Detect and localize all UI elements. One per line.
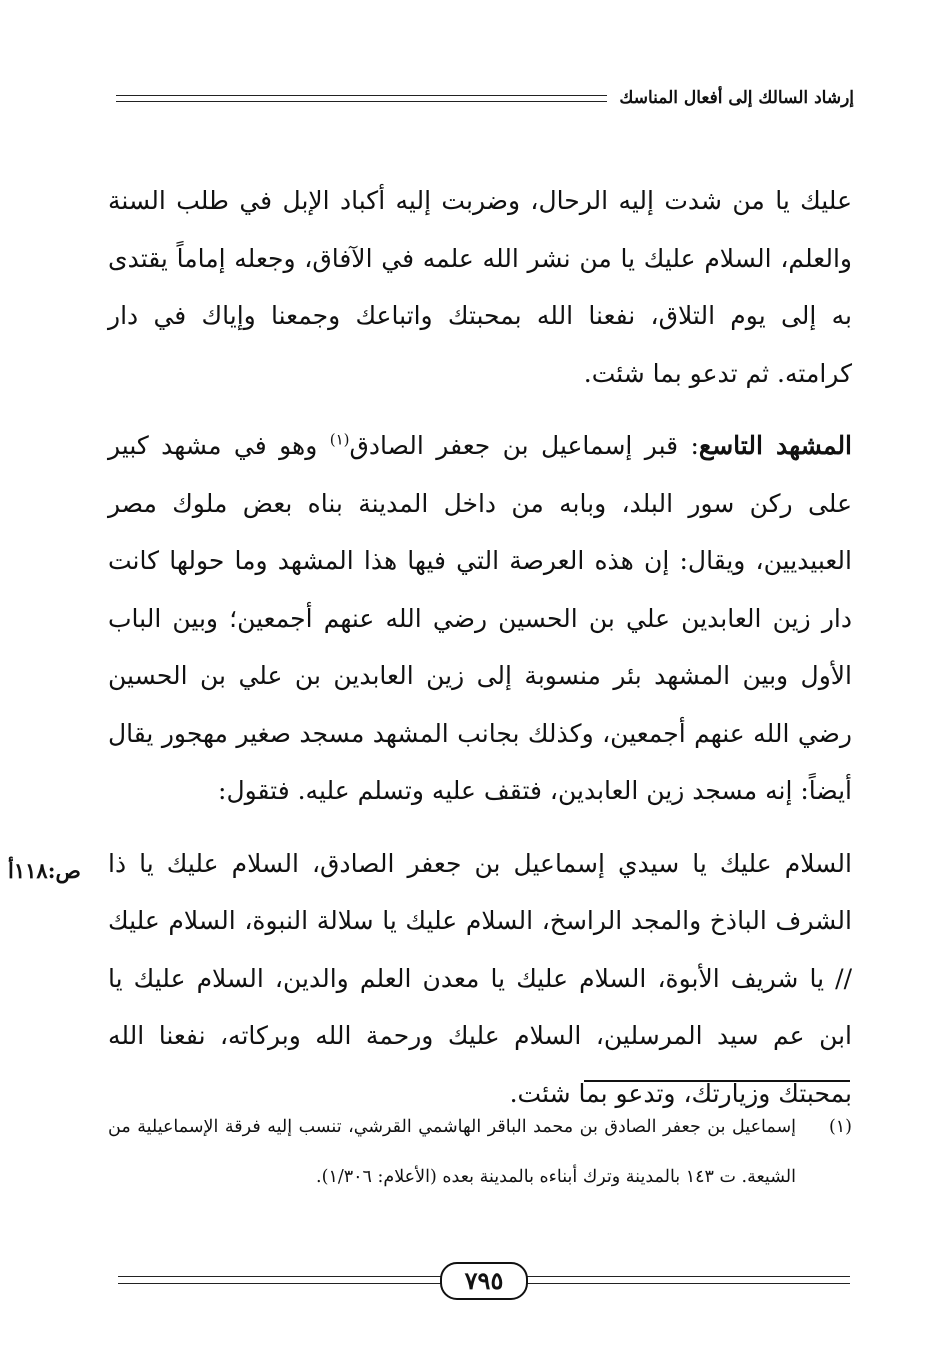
page-number-badge: ٧٩٥ <box>440 1262 528 1300</box>
footnote-1 <box>108 1102 852 1202</box>
paragraph-2 <box>108 417 852 820</box>
header-double-rule <box>116 95 607 102</box>
paragraph-3: السلام عليك يا سيدي إسماعيل بن جعفر الصادق، السلام عليك يا ذا الشرف الباذخ والمجد الراسخ، السلام عليك يا سلالة النبوة، السلام عليك // يا شريف الأبوة، السلام عليك يا معدن العلم والدين، السلام عليك يا ابن عم سيد المرسلين، السلام عليك ورحمة الله وبركاته، نفعنا الله بمحبتك وزيارتك، وتدعو بما شئت. <box>108 848 852 1108</box>
footnotes <box>108 1102 852 1202</box>
footnote-reference[interactable]: (١) <box>329 430 350 449</box>
footnote-separator <box>584 1080 850 1082</box>
section-heading: المشهد التاسع <box>698 431 853 460</box>
footnote-number: (١) <box>828 1117 852 1137</box>
footnote-text: إسماعيل بن جعفر الصادق بن محمد الباقر الهاشمي القرشي، تنسب إليه فرقة الإسماعيلية من الشيعة. ت ١٤٣ بالمدينة وترك أبناءه بالمدينة بعده (الأعلام: ١/٣٠٦). <box>108 1117 796 1187</box>
paragraph-1: عليك يا من شدت إليه الرحال، وضربت إليه أكباد الإبل في طلب السنة والعلم، السلام عليك يا من نشر الله علمه في الآفاق، وجعله إماماً يقتدى به إلى يوم التلاق، نفعنا الله بمحبتك واتباعك وجمعنا وإياك في دار كرامته. ثم تدعو بما شئت. <box>108 186 852 388</box>
paragraph-2-text-b: وهو في مشهد كبير على ركن سور البلد، وبابه من داخل المدينة بناه بعض ملوك مصر العبيديين، ويقال: إن هذه العرصة التي فيها هذا المشهد وما حولها كانت دار زين العابدين علي بن الحسين رضي الله عنهم أجمعين؛ وبين الباب الأول وبين المشهد بئر منسوبة إلى زين العابدين بن علي بن الحسين رضي الله عنهم أجمعين، وكذلك بجانب المشهد مسجد صغير مهجور يقال أيضاً: إنه مسجد زين العابدين، فتقف عليه وتسلم عليه. فتقول: <box>108 431 852 805</box>
main-text <box>108 172 852 1122</box>
running-header <box>116 86 854 110</box>
manuscript-folio-note: ص:١١٨أ <box>8 858 81 883</box>
paragraph-2-text-a: : قبر إسماعيل بن جعفر الصادق <box>349 431 699 460</box>
header-title: إرشاد السالك إلى أفعال المناسك <box>619 88 854 108</box>
